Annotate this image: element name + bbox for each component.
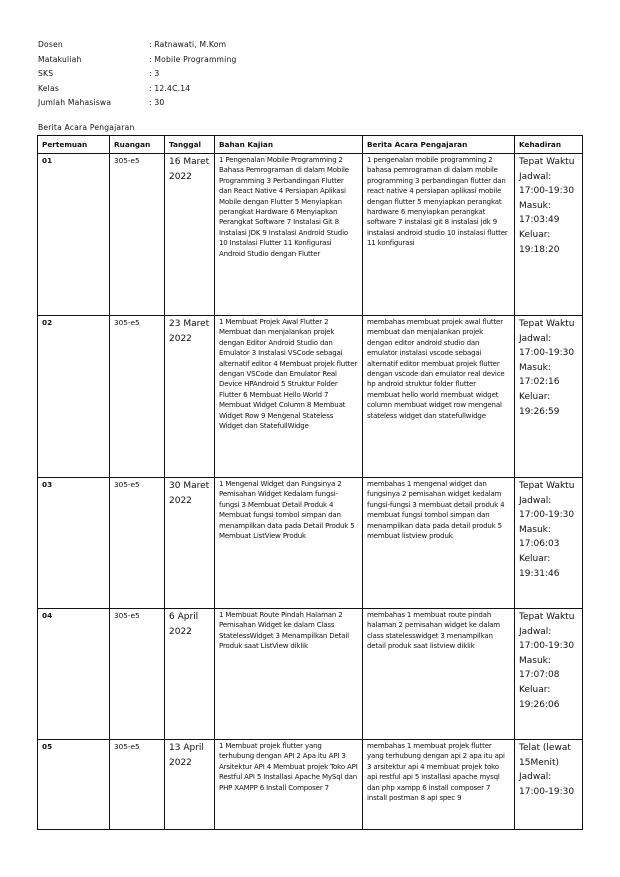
header-berita-acara: Berita Acara Pengajaran bbox=[363, 136, 515, 154]
cell-ruangan: 305-e5 bbox=[110, 740, 165, 830]
info-value: : 12.4C.14 bbox=[149, 83, 191, 93]
info-label: Kelas bbox=[38, 83, 59, 93]
info-row-sks bbox=[38, 67, 236, 82]
info-row-dosen bbox=[38, 38, 236, 53]
cell-kehadiran: Tepat Waktu Jadwal: 17:00-19:30 Masuk: 17:03:49 Keluar: 19:18:20 bbox=[515, 154, 583, 316]
info-label: Dosen bbox=[38, 40, 63, 49]
cell-tanggal: 30 Maret 2022 bbox=[165, 478, 215, 609]
teaching-report-table bbox=[37, 135, 583, 830]
cell-pertemuan: 03 bbox=[38, 478, 110, 609]
info-value: : Ratnawati, M.Kom bbox=[149, 40, 227, 49]
cell-berita-acara: membahas 1 membuat route pindah halaman 2 pemisahan widget ke dalam class statelesswidget 3 menampilkan detail produk saat listview diklik bbox=[363, 609, 515, 740]
cell-ruangan: 305-e5 bbox=[110, 154, 165, 316]
cell-bahan-kajian: 1 Membuat projek flutter yang terhubung dengan API 2 Apa itu API 3 Arsitektur API 4 Membuat projek Toko API Restful API 5 Installasi Apache MySql dan PHP XAMPP 6 Install Composer 7 bbox=[215, 740, 363, 830]
info-value: : 3 bbox=[149, 69, 160, 79]
cell-tanggal: 6 April 2022 bbox=[165, 609, 215, 740]
cell-kehadiran: Tepat Waktu Jadwal: 17:00-19:30 Masuk: 17:07:08 Keluar: 19:26:06 bbox=[515, 609, 583, 740]
info-value: : Mobile Programming bbox=[149, 54, 237, 64]
header-pertemuan: Pertemuan bbox=[38, 136, 110, 154]
cell-ruangan: 305-e5 bbox=[110, 609, 165, 740]
table-row bbox=[38, 478, 583, 609]
info-value: : 30 bbox=[149, 98, 165, 108]
cell-bahan-kajian: 1 Pengenalan Mobile Programming 2 Bahasa Pemrograman di dalam Mobile Programming 3 Perbandingan Flutter dan React Native 4 Persiapan Aplikasi Mobile dengan Flutter 5 Menyiapkan perangkat Hardware 6 Menyiapkan Perangkat Software 7 Instalasi Git 8 Instalasi JDK 9 Instalasi Android Studio 10 Instalasi Flutter 11 Konfigurasi Android Studio dengan Flutter bbox=[215, 154, 363, 316]
cell-kehadiran: Tepat Waktu Jadwal: 17:00-19:30 Masuk: 17:06:03 Keluar: 19:31:46 bbox=[515, 478, 583, 609]
cell-pertemuan: 04 bbox=[38, 609, 110, 740]
table-row bbox=[38, 609, 583, 740]
cell-berita-acara: membahas 1 membuat projek flutter yang terhubung dengan api 2 apa itu api 3 arsitektur api 4 membuat projek toko api restful api 5 installasi apache mysql dan php xampp 6 install composer 7 install postman 8 api spec 9 bbox=[363, 740, 515, 830]
info-label: Jumlah Mahasiswa bbox=[38, 98, 112, 108]
table-header-row bbox=[38, 136, 583, 154]
course-info bbox=[38, 38, 236, 111]
cell-tanggal: 23 Maret 2022 bbox=[165, 316, 215, 478]
cell-kehadiran: Telat (lewat 15Menit) Jadwal: 17:00-19:30 bbox=[515, 740, 583, 830]
cell-ruangan: 305-e5 bbox=[110, 478, 165, 609]
info-row-matakuliah bbox=[38, 53, 236, 68]
info-label: SKS bbox=[38, 69, 54, 79]
header-kehadiran: Kehadiran bbox=[515, 136, 583, 154]
cell-berita-acara: membahas 1 mengenal widget dan fungsinya 2 pemisahan widget kedalam fungsi-fungsi 3 membuat detail produk 4 membuat fungsi tombol simpan dan menampilkan data pada detail produk 5 membuat listview produk bbox=[363, 478, 515, 609]
cell-bahan-kajian: 1 Membuat Route Pindah Halaman 2 Pemisahan Widget ke dalam Class StatelessWidget 3 Menampilkan Detail Produk saat ListView diklik bbox=[215, 609, 363, 740]
cell-pertemuan: 02 bbox=[38, 316, 110, 478]
header-ruangan: Ruangan bbox=[110, 136, 165, 154]
header-tanggal: Tanggal bbox=[165, 136, 215, 154]
table-row bbox=[38, 316, 583, 478]
section-title: Berita Acara Pengajaran bbox=[38, 123, 135, 132]
cell-berita-acara: 1 pengenalan mobile programming 2 bahasa pemrograman di dalam mobile programming 3 perbandingan flutter dan react native 4 persiapan aplikasi mobile dengan flutter 5 menyiapkan perangkat hardware 6 menyiapkan perangkat software 7 instalasi git 8 instalasi jdk 9 instalasi android studio 10 instalasi flutter 11 konfigurasi bbox=[363, 154, 515, 316]
info-row-kelas bbox=[38, 82, 236, 97]
cell-bahan-kajian: 1 Membuat Projek Awal Flutter 2 Membuat dan menjalankan projek dengan Editor Android Studio dan Emulator 3 Instalasi VSCode sebagai alternatif editor 4 Membuat projek flutter dengan VSCode dan Emulator Real Device HPAndroid 5 Struktur Folder Flutter 6 Membuat Hello World 7 Membuat Widget Column 8 Membuat Widget Row 9 Mengenal Stateless Widget dan StatefullWidge bbox=[215, 316, 363, 478]
cell-bahan-kajian: 1 Mengenal Widget dan Fungsinya 2 Pemisahan Widget Kedalam fungsi-fungsi 3 Membuat Detail Produk 4 Membuat fungsi tombol simpan dan menampilkan data pada Detail Produk 5 Membuat ListView Produk bbox=[215, 478, 363, 609]
cell-tanggal: 13 April 2022 bbox=[165, 740, 215, 830]
cell-tanggal: 16 Maret 2022 bbox=[165, 154, 215, 316]
cell-pertemuan: 01 bbox=[38, 154, 110, 316]
cell-kehadiran: Tepat Waktu Jadwal: 17:00-19:30 Masuk: 17:02:16 Keluar: 19:26:59 bbox=[515, 316, 583, 478]
cell-ruangan: 305-e5 bbox=[110, 316, 165, 478]
header-bahan-kajian: Bahan Kajian bbox=[215, 136, 363, 154]
info-label: Matakuliah bbox=[38, 54, 82, 64]
cell-berita-acara: membahas membuat projek awal flutter membuat dan menjalankan projek dengan editor android studio dan emulator instalasi vscode sebagai alternatif editor membuat projek flutter dengan vscode dan emulator real device hp android struktur folder flutter membuat hello world membuat widget column membuat widget row mengenal stateless widget dan statefullwidge bbox=[363, 316, 515, 478]
cell-pertemuan: 05 bbox=[38, 740, 110, 830]
table-row bbox=[38, 740, 583, 830]
info-row-jumlah-mahasiswa bbox=[38, 96, 236, 111]
table-row bbox=[38, 154, 583, 316]
